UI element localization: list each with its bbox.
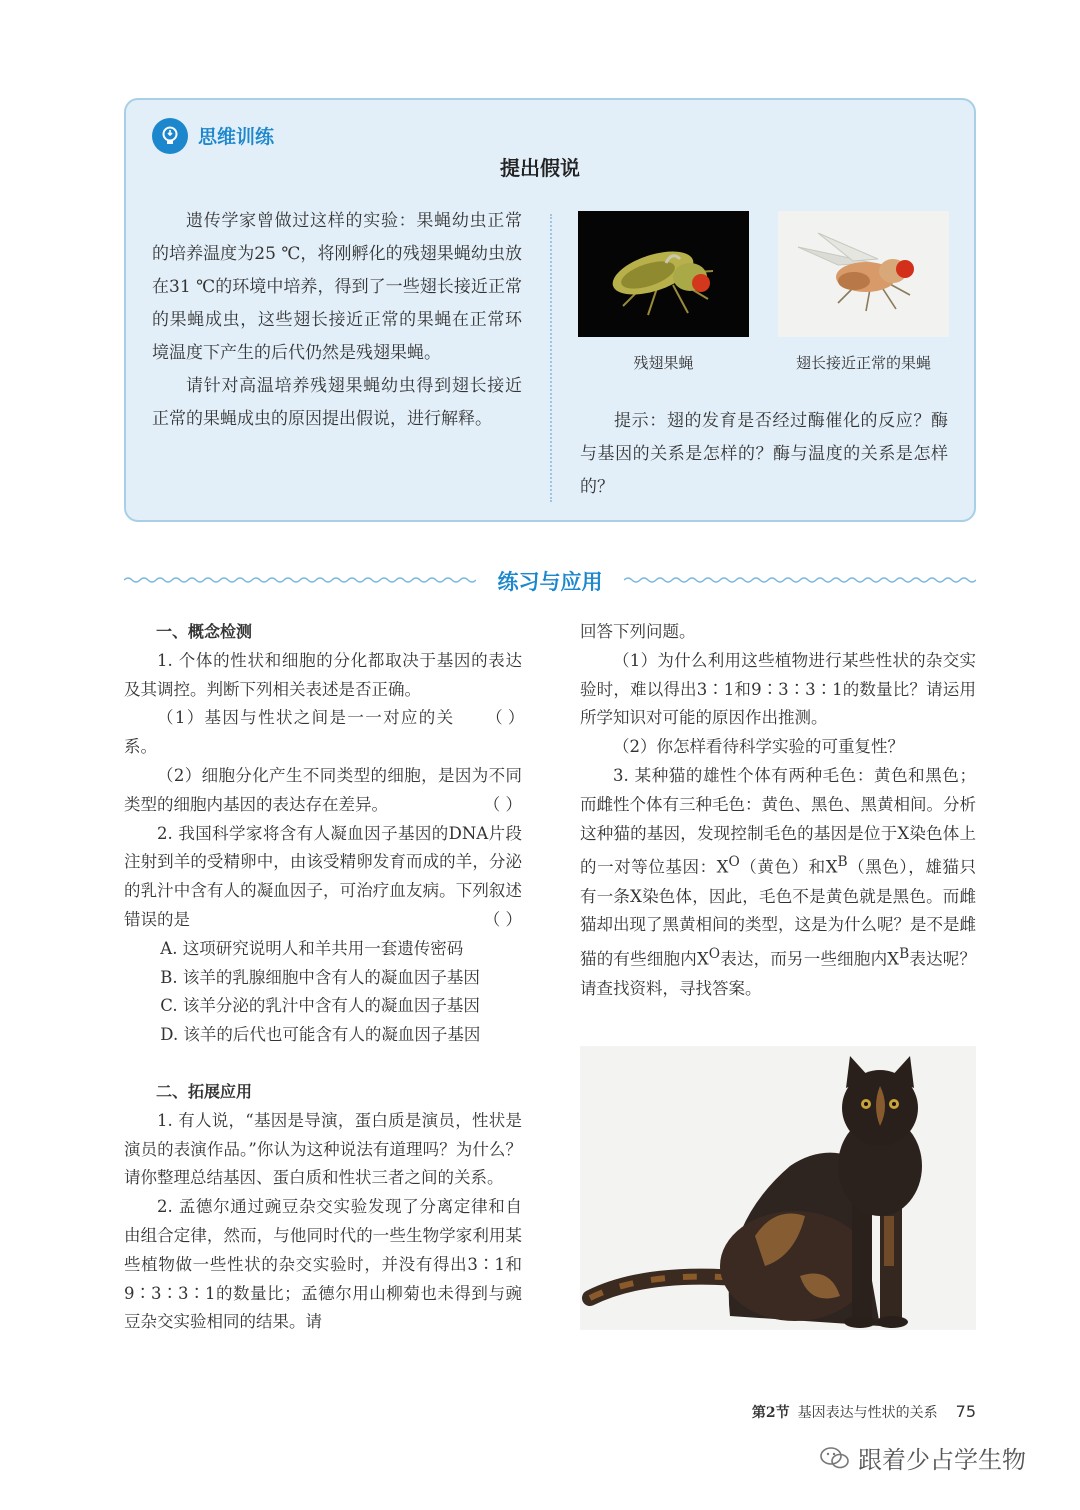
extension-question-2: 2. 孟德尔通过豌豆杂交实验发现了分离定律和自由组合定律，然而，与他同时代的一些生物学家利用某些植物做一些性状的杂交实验时，并没有得出3∶1和9∶3∶3∶1的数量比；孟德尔用山柳菊也未得到与豌豆杂交实验相同的结果。请 [124, 1197, 522, 1332]
tortoiseshell-cat-photo [580, 1046, 976, 1330]
question-1-item-1: （1）基因与性状之间是一一对应的关系。 （ ） [124, 704, 522, 762]
answer-bracket: （ ） [483, 909, 522, 929]
hint-text [580, 405, 948, 504]
thinking-badge [152, 118, 188, 154]
normal-wing-fly-photo [778, 211, 949, 337]
extension-question-2-part-1: （1）为什么利用这些植物进行某些性状的杂交实验时，难以得出3∶1和9∶3∶3∶1的数量比？请运用所学知识对可能的原因作出推测。 [580, 650, 976, 728]
footer-title: 基因表达与性状的关系 [797, 1405, 938, 1421]
box-title: 提出假说 [500, 156, 580, 180]
concept-check-heading: 一、概念检测 [156, 622, 253, 641]
section-wave-right [624, 576, 976, 584]
option-a: A. 这项研究说明人和羊共用一套遗传密码 [160, 938, 464, 958]
caption-normal-fly: 翅长接近正常的果蝇 [795, 354, 931, 372]
watermark [820, 1440, 1026, 1475]
task-paragraph: 请针对高温培养残翅果蝇幼虫得到翅长接近正常的果蝇成虫的原因提出假说，进行解释。 [152, 376, 522, 429]
question-2: 2. 我国科学家将含有人凝血因子基因的DNA片段注射到羊的受精卵中，由该受精卵发育而成的羊，分泌的乳汁中含有人的凝血因子，可治疗血友病。下列叙述错误的是 （ ） [124, 820, 522, 935]
option-b: B. 该羊的乳腺细胞中含有人的凝血因子基因 [160, 967, 480, 987]
caption-vestigial-fly: 残翅果蝇 [633, 354, 694, 372]
page-footer [700, 1402, 976, 1422]
watermark-text: 跟着少占学生物 [858, 1446, 1026, 1474]
footer-section: 第2节 [751, 1405, 790, 1421]
question-1-item-2: （2）细胞分化产生不同类型的细胞，是因为不同类型的细胞内基因的表达存在差异。 （ ） [124, 762, 522, 820]
lightbulb-icon [158, 124, 182, 148]
option-d: D. 该羊的后代也可能含有人的凝血因子基因 [160, 1025, 481, 1045]
extension-heading: 二、拓展应用 [156, 1081, 253, 1101]
right-column [580, 618, 976, 1003]
answer-bracket: （ ） [486, 708, 525, 728]
wechat-icon [820, 1445, 850, 1471]
option-c: C. 该羊分泌的乳汁中含有人的凝血因子基因 [160, 996, 480, 1016]
section-wave-left [124, 576, 476, 584]
extension-question-1: 1. 有人说，“基因是导演，蛋白质是演员，性状是演员的表演作品。”你认为这种说法有道理吗？为什么？请你整理总结基因、蛋白质和性状三者之间的关系。 [124, 1110, 522, 1188]
hint-paragraph: 提示：翅的发育是否经过酶催化的反应？酶与基因的关系是怎样的？酶与温度的关系是怎样的？ [580, 411, 948, 497]
experiment-paragraph: 遗传学家曾做过这样的实验：果蝇幼虫正常的培养温度为25 ℃，将刚孵化的残翅果蝇幼虫放在31 ℃的环境中培养，得到了一些翅长接近正常的果蝇成虫，这些翅长接近正常的果蝇在正常环境温度下产生的后代仍然是残翅果蝇。 [152, 211, 522, 363]
extension-question-2-part-2: （2）你怎样看待科学实验的可重复性？ [613, 737, 904, 757]
vestigial-fly-photo [578, 211, 749, 337]
extension-question-3: 3. 某种猫的雄性个体有两种毛色：黄色和黑色；而雌性个体有三种毛色：黄色、黑色、黑黄相间。分析这种猫的基因，发现控制毛色的基因是位于X染色体上的一对等位基因：$X^O$（黄色）和$X^B$（黑色），雄猫只有一条X染色体，因此，毛色不是黄色就是黑色。而雌猫却出现了黑黄相间的类型，这是为什么呢？是不是雌猫的有些细胞内$X^O$表达，而另一些细胞内$X^B$表达呢？请查找资料，寻找答案。 [580, 765, 977, 998]
page-number: 75 [955, 1402, 976, 1421]
answer-bracket: （ ） [483, 794, 522, 814]
box-divider [550, 214, 552, 502]
thinking-label: 思维训练 [198, 126, 275, 148]
box-left-text [152, 205, 522, 436]
section-title: 练习与应用 [497, 570, 603, 594]
question-1: 1. 个体的性状和细胞的分化都取决于基因的表达及其调控。判断下列相关表述是否正确。 [124, 650, 522, 699]
left-column [124, 618, 525, 1337]
continued-text: 回答下列问题。 [580, 622, 696, 641]
